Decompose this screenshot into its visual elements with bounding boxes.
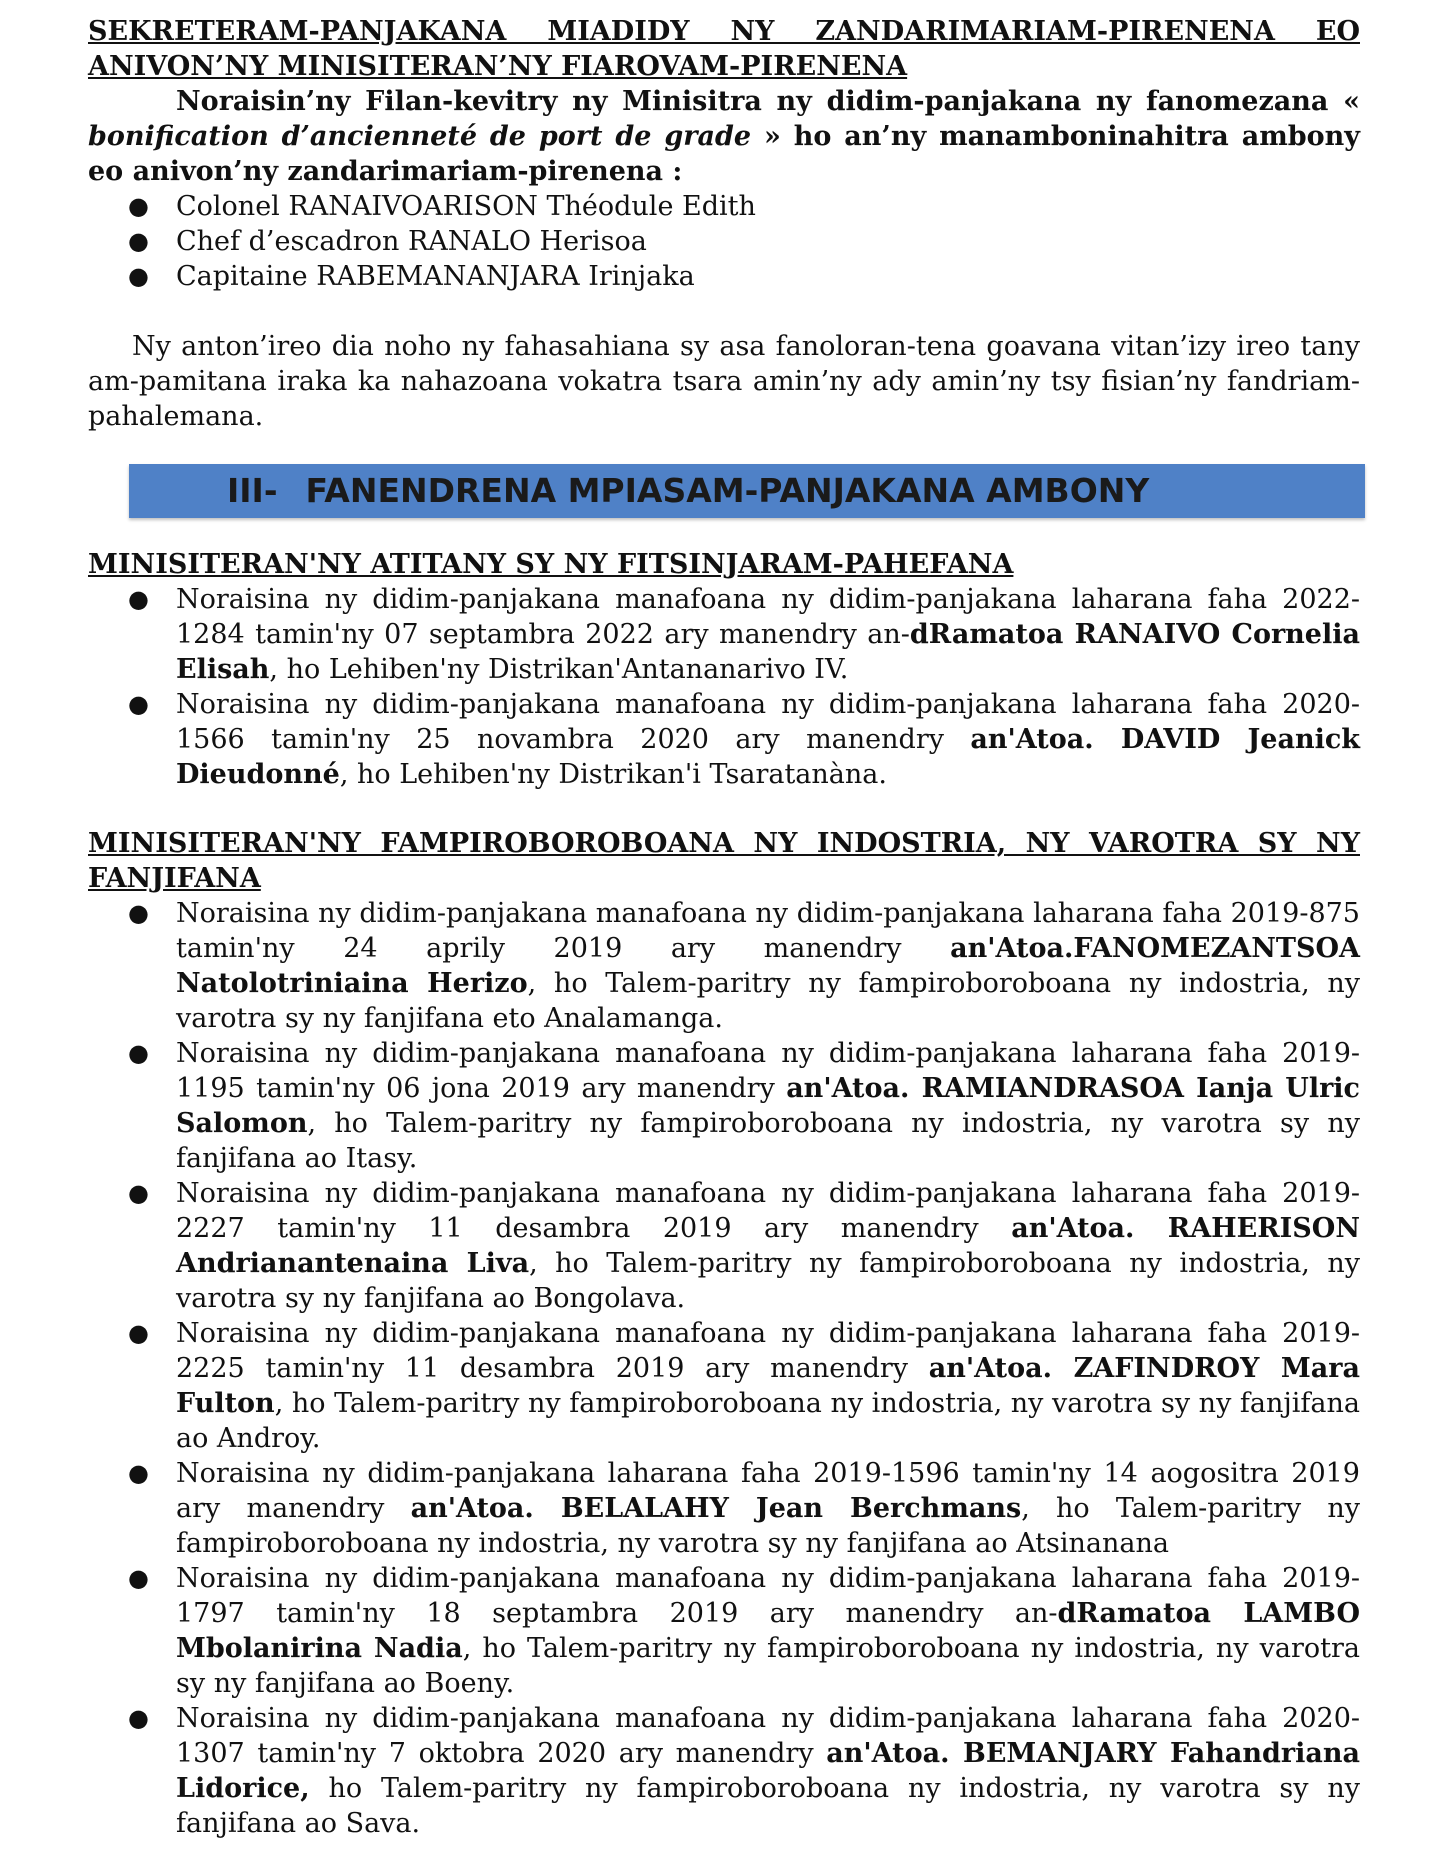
appointee-name: an'Atoa. RAMIANDRASOA Ianja Ulric Salomon: [176, 1073, 1360, 1139]
item-text: , ho Talem-paritry ny fampiroboroboana ny indostria, ny varotra sy ny fanjifana ao Bongolava.: [176, 1248, 1360, 1314]
interior-appointments-list: [88, 582, 1360, 792]
section-heading-interior: MINISITERAN'NY ATITANY SY NY FITSINJARAM-PAHEFANA: [88, 549, 1014, 580]
bullet-icon: ●: [128, 192, 149, 220]
appointee-name: an'Atoa. DAVID Jeanick Dieudonné: [176, 724, 1360, 790]
appointee-name: dRamatoa RANAIVO Cornelia Elisah: [176, 619, 1360, 685]
bullet-icon: ●: [128, 585, 149, 613]
bullet-icon: ●: [128, 1564, 149, 1592]
bullet-icon: ●: [128, 227, 149, 255]
bullet-icon: ●: [128, 1039, 149, 1067]
banner-title: FANENDRENA MPIASAM-PANJAKANA AMBONY: [305, 471, 1150, 510]
intro-text-start: Noraisin’ny Filan-kevitry ny Minisitra ny didim-panjakana ny fanomezana «: [176, 86, 1360, 117]
item-text: Noraisina ny didim-panjakana manafoana ny didim-panjakana laharana faha 2019-1195 tamin'ny 06 jona 2019 ary manendry: [176, 1038, 1360, 1104]
item-text: Noraisina ny didim-panjakana manafoana ny didim-panjakana laharana faha 2022-1284 tamin'ny 07 septambra 2022 ary manendry an-: [176, 584, 1360, 650]
section-heading-gendarmerie: SEKRETERAM-PANJAKANA MIADIDY NY ZANDARIMARIAM-PIRENENA EO ANIVON’NY MINISITERAN’NY FIAROVAM-PIRENENA: [88, 16, 1360, 82]
list-item: [88, 1701, 1360, 1841]
appointee-name: an'Atoa.FANOMEZANTSOA Natolotriniaina Herizo: [176, 933, 1360, 999]
officer-name: Colonel RANAIVOARISON Théodule Edith: [176, 191, 756, 222]
item-text: Noraisina ny didim-panjakana manafoana ny didim-panjakana laharana faha 2019-2227 tamin'ny 11 desambra 2019 ary manendry: [176, 1178, 1360, 1244]
list-item: [88, 259, 1360, 294]
item-text: , ho Talem-paritry ny fampiroboroboana ny indostria, ny varotra sy ny fanjifana ao Boeny.: [176, 1633, 1360, 1699]
officer-name: Chef d’escadron RANALO Herisoa: [176, 226, 647, 257]
appointee-name: dRamatoa LAMBO Mbolanirina Nadia: [176, 1598, 1360, 1664]
item-text: , ho Lehiben'ny Distrikan'i Tsaratanàna.: [339, 759, 887, 790]
item-text: Noraisina ny didim-panjakana manafoana ny didim-panjakana laharana faha 2020-1307 tamin'ny 7 oktobra 2020 ary manendry: [176, 1703, 1360, 1769]
list-item: [88, 189, 1360, 224]
list-item: [88, 1036, 1360, 1176]
bullet-icon: ●: [128, 1459, 149, 1487]
appointee-name: an'Atoa. BELALAHY Jean Berchmans: [410, 1493, 1022, 1524]
list-item: [88, 224, 1360, 259]
list-item: [88, 1561, 1360, 1701]
item-text: Noraisina ny didim-panjakana manafoana ny didim-panjakana laharana faha 2019-2225 tamin'ny 11 desambra 2019 ary manendry: [176, 1318, 1360, 1384]
banner-number: III-: [227, 471, 278, 510]
section-heading-industry: MINISITERAN'NY FAMPIROBOROBOANA NY INDOSTRIA, NY VAROTRA SY NY FANJIFANA: [88, 828, 1360, 894]
item-text: , ho Talem-paritry ny fampiroboroboana ny indostria, ny varotra sy ny fanjifana ao Itasy.: [176, 1108, 1360, 1174]
item-text: , ho Talem-paritry ny fampiroboroboana ny indostria, ny varotra sy ny fanjifana eto Analamanga.: [176, 968, 1360, 1034]
appointee-name: an'Atoa. BEMANJARY Fahandriana Lidorice,: [176, 1738, 1360, 1804]
item-text: , ho Talem-paritry ny fampiroboroboana ny indostria, ny varotra sy ny fanjifana ao Atsinanana: [176, 1493, 1360, 1559]
list-item: [88, 582, 1360, 687]
item-text: ho Talem-paritry ny fampiroboroboana ny indostria, ny varotra sy ny fanjifana ao Sava.: [176, 1773, 1360, 1839]
section-banner: [129, 464, 1365, 518]
item-text: Noraisina ny didim-panjakana laharana faha 2019-1596 tamin'ny 14 aogositra 2019 ary manendry: [176, 1458, 1360, 1524]
item-text: Noraisina ny didim-panjakana manafoana ny didim-panjakana laharana faha 2020-1566 tamin'ny 25 novambra 2020 ary manendry: [176, 689, 1360, 755]
bullet-icon: ●: [128, 1319, 149, 1347]
list-item: [88, 687, 1360, 792]
bullet-icon: ●: [128, 1704, 149, 1732]
appointee-name: an'Atoa. RAHERISON Andrianantenaina Liva: [176, 1213, 1361, 1279]
item-text: Noraisina ny didim-panjakana manafoana ny didim-panjakana laharana faha 2019-1797 tamin'ny 18 septambra 2019 ary manendry an-: [176, 1563, 1360, 1629]
item-text: , ho Lehiben'ny Distrikan'Antananarivo IV.: [269, 654, 849, 685]
officer-name: Capitaine RABEMANANJARA Irinjaka: [176, 261, 695, 292]
bullet-icon: ●: [128, 899, 149, 927]
document-page: [88, 14, 1360, 1841]
intro-italic-term: bonification d’ancienneté de port de grade: [88, 121, 752, 152]
intro-text-end: » ho an’ny manamboninahitra ambony eo anivon’ny zandarimariam-pirenena :: [88, 121, 1360, 187]
list-item: [88, 1456, 1360, 1561]
industry-appointments-list: [88, 896, 1360, 1841]
bullet-icon: ●: [128, 690, 149, 718]
intro-paragraph: [88, 84, 1360, 189]
bullet-icon: ●: [128, 262, 149, 290]
closing-paragraph: Ny anton’ireo dia noho ny fahasahiana sy asa fanoloran-tena goavana vitan’izy ireo tany am-pamitana iraka ka nahazoana vokatra tsara amin’ny ady amin’ny tsy fisian’ny fandriam-pahalemana.: [88, 331, 1360, 432]
item-text: , ho Talem-paritry ny fampiroboroboana ny indostria, ny varotra sy ny fanjifana ao Androy.: [176, 1388, 1360, 1454]
appointee-name: an'Atoa. ZAFINDROY Mara Fulton: [176, 1353, 1360, 1419]
bullet-icon: ●: [128, 1179, 149, 1207]
list-item: [88, 1316, 1360, 1456]
list-item: [88, 896, 1360, 1036]
list-item: [88, 1176, 1360, 1316]
item-text: Noraisina ny didim-panjakana manafoana ny didim-panjakana laharana faha 2019-875 tamin'ny 24 aprily 2019 ary manendry: [176, 898, 1360, 964]
officer-list: [88, 189, 1360, 294]
